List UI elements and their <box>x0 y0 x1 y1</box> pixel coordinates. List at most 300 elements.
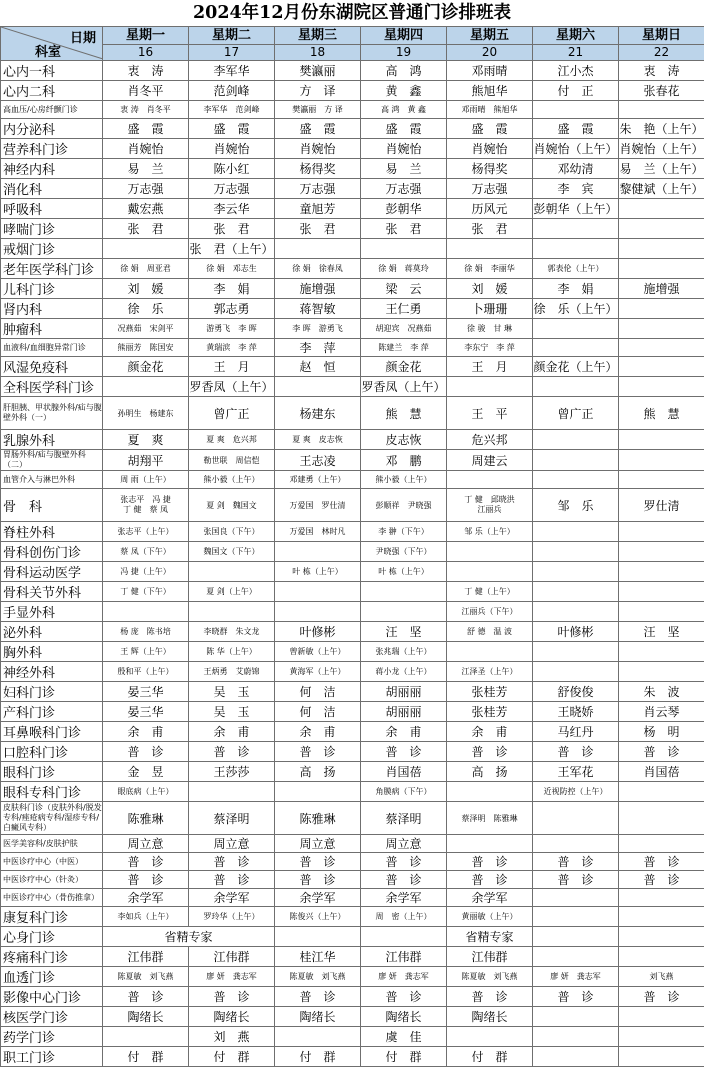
doctor-cell: 陶绪长 <box>275 1007 361 1027</box>
schedule-row <box>1 662 704 682</box>
doctor-cell <box>275 602 361 622</box>
doctor-cell: 朱 波 <box>619 682 704 702</box>
schedule-row <box>1 259 704 279</box>
doctor-cell: 江泽圣（上午） <box>447 662 533 682</box>
doctor-cell: 万志强 <box>189 179 275 199</box>
doctor-cell: 徐 娟 李丽华 <box>447 259 533 279</box>
roster-body <box>1 27 704 1067</box>
doctor-cell: 余学军 <box>275 889 361 907</box>
doctor-cell: 普 诊 <box>103 871 189 889</box>
schedule-row <box>1 762 704 782</box>
doctor-cell <box>619 450 704 471</box>
doctor-cell: 王仁勇 <box>361 299 447 319</box>
doctor-cell: 江伟群 <box>447 947 533 967</box>
schedule-row <box>1 119 704 139</box>
department-name: 皮肤科门诊（皮肤外科/脱发专科/痤疮病专科/湿疹专科/白癜风专科） <box>1 802 103 835</box>
doctor-cell: 省精专家 <box>103 927 275 947</box>
schedule-row <box>1 967 704 987</box>
doctor-cell: 邓雨晴 <box>447 61 533 81</box>
doctor-cell <box>103 602 189 622</box>
corner-date-label: 日期 <box>69 31 96 46</box>
doctor-cell: 陶绪长 <box>361 1007 447 1027</box>
doctor-cell <box>533 377 619 397</box>
doctor-cell: 肖婉怡（上午） <box>619 139 704 159</box>
doctor-cell <box>189 602 275 622</box>
department-name: 风湿免疫科 <box>1 357 103 377</box>
schedule-row <box>1 602 704 622</box>
doctor-cell: 盛 霞 <box>275 119 361 139</box>
doctor-cell: 角膜病（下午） <box>361 782 447 802</box>
department-name: 乳腺外科 <box>1 430 103 450</box>
department-name: 心内一科 <box>1 61 103 81</box>
doctor-cell: 舒俊俊 <box>533 682 619 702</box>
doctor-cell: 戴宏燕 <box>103 199 189 219</box>
doctor-cell <box>447 471 533 489</box>
department-name: 妇科门诊 <box>1 682 103 702</box>
department-name: 中医诊疗中心（中医） <box>1 853 103 871</box>
doctor-cell: 殷和平（上午） <box>103 662 189 682</box>
doctor-cell: 黄瑞滨 李 萍 <box>189 339 275 357</box>
schedule-row <box>1 219 704 239</box>
doctor-cell: 吴 玉 <box>189 702 275 722</box>
page-title: 2024年12月份东湖院区普通门诊排班表 <box>192 3 512 23</box>
doctor-cell <box>619 1047 704 1067</box>
doctor-cell: 肖婉怡 <box>189 139 275 159</box>
doctor-cell: 李军华 范剑峰 <box>189 101 275 119</box>
doctor-cell: 刘 媛 <box>103 279 189 299</box>
doctor-cell: 虞 佳 <box>361 1027 447 1047</box>
schedule-row <box>1 722 704 742</box>
doctor-cell: 陈夏敏 刘飞燕 <box>103 967 189 987</box>
doctor-cell: 周建云 <box>447 450 533 471</box>
doctor-cell <box>447 542 533 562</box>
doctor-cell: 勒世联 周信恺 <box>189 450 275 471</box>
doctor-cell: 邹 乐（上午） <box>447 522 533 542</box>
doctor-cell <box>619 947 704 967</box>
doctor-cell <box>533 101 619 119</box>
doctor-cell <box>619 1007 704 1027</box>
doctor-cell: 高 扬 <box>275 762 361 782</box>
doctor-cell <box>275 239 361 259</box>
doctor-cell <box>361 927 447 947</box>
doctor-cell: 张桂芳 <box>447 702 533 722</box>
doctor-cell <box>619 582 704 602</box>
doctor-cell: 李 翀（下午） <box>361 522 447 542</box>
doctor-cell <box>619 319 704 339</box>
department-name: 神经外科 <box>1 662 103 682</box>
doctor-cell <box>533 239 619 259</box>
doctor-cell <box>619 927 704 947</box>
doctor-cell: 李晓群 朱文龙 <box>189 622 275 642</box>
doctor-cell <box>275 782 361 802</box>
doctor-cell: 徐 乐（上午） <box>533 299 619 319</box>
doctor-cell: 彭朝华 <box>361 199 447 219</box>
doctor-cell: 江丽兵（下午） <box>447 602 533 622</box>
doctor-cell: 周立意 <box>103 835 189 853</box>
roster-table <box>0 26 704 1067</box>
doctor-cell: 万爱国 罗仕清 <box>275 489 361 522</box>
doctor-cell: 周立意 <box>361 835 447 853</box>
doctor-cell: 普 诊 <box>533 742 619 762</box>
doctor-cell: 余 甫 <box>447 722 533 742</box>
doctor-cell <box>533 642 619 662</box>
schedule-row <box>1 782 704 802</box>
department-name: 神经内科 <box>1 159 103 179</box>
doctor-cell: 刘飞燕 <box>619 967 704 987</box>
schedule-row <box>1 139 704 159</box>
doctor-cell <box>619 1027 704 1047</box>
doctor-cell: 廖 妍 龚志军 <box>189 967 275 987</box>
doctor-cell: 丁 健（下午） <box>103 582 189 602</box>
doctor-cell: 叶修彬 <box>533 622 619 642</box>
doctor-cell: 李 萍 <box>275 339 361 357</box>
schedule-row <box>1 299 704 319</box>
doctor-cell: 张志平 冯 捷 丁 健 蔡 凤 <box>103 489 189 522</box>
department-name: 胃肠外科/疝与腹壁外科（二） <box>1 450 103 471</box>
doctor-cell: 李 宾 <box>533 179 619 199</box>
doctor-cell: 王军花 <box>533 762 619 782</box>
department-name: 疼痛科门诊 <box>1 947 103 967</box>
doctor-cell: 曾新敏（上午） <box>275 642 361 662</box>
doctor-cell: 徐 娟 邓志生 <box>189 259 275 279</box>
doctor-cell <box>361 239 447 259</box>
doctor-cell: 李如兵（上午） <box>103 907 189 927</box>
schedule-row <box>1 377 704 397</box>
doctor-cell: 历风元 <box>447 199 533 219</box>
department-name: 职工门诊 <box>1 1047 103 1067</box>
department-name: 营养科门诊 <box>1 139 103 159</box>
doctor-cell: 黎健斌（上午） <box>619 179 704 199</box>
header-date: 17 <box>189 45 275 61</box>
doctor-cell: 普 诊 <box>447 742 533 762</box>
doctor-cell: 熊旭华 <box>447 81 533 101</box>
doctor-cell: 张 君 <box>361 219 447 239</box>
doctor-cell: 郭志勇 <box>189 299 275 319</box>
header-date: 19 <box>361 45 447 61</box>
header-day: 星期一 <box>103 27 189 45</box>
doctor-cell: 张 君 <box>275 219 361 239</box>
doctor-cell: 颜金花 <box>361 357 447 377</box>
doctor-cell: 胡丽丽 <box>361 682 447 702</box>
doctor-cell: 张 君 <box>103 219 189 239</box>
schedule-row <box>1 279 704 299</box>
doctor-cell <box>533 219 619 239</box>
doctor-cell: 彭顺祥 尹晓强 <box>361 489 447 522</box>
schedule-row <box>1 542 704 562</box>
doctor-cell: 易 兰（上午） <box>619 159 704 179</box>
doctor-cell: 易 兰 <box>361 159 447 179</box>
doctor-cell: 陶绪长 <box>447 1007 533 1027</box>
doctor-cell: 江伟群 <box>361 947 447 967</box>
schedule-row <box>1 682 704 702</box>
doctor-cell: 邓 鹏 <box>361 450 447 471</box>
doctor-cell: 普 诊 <box>447 871 533 889</box>
doctor-cell: 施增强 <box>275 279 361 299</box>
header-day: 星期日 <box>619 27 704 45</box>
doctor-cell: 叶修彬 <box>275 622 361 642</box>
doctor-cell: 熊 慧 <box>619 397 704 430</box>
doctor-cell <box>275 377 361 397</box>
doctor-cell <box>533 835 619 853</box>
doctor-cell: 李东宁 李 萍 <box>447 339 533 357</box>
schedule-row <box>1 81 704 101</box>
doctor-cell: 夏 爽 <box>103 430 189 450</box>
doctor-cell: 盛 霞 <box>189 119 275 139</box>
doctor-cell: 付 群 <box>361 1047 447 1067</box>
doctor-cell: 杨得奖 <box>275 159 361 179</box>
doctor-cell: 肖冬平 <box>103 81 189 101</box>
department-name: 核医学门诊 <box>1 1007 103 1027</box>
doctor-cell: 付 群 <box>447 1047 533 1067</box>
doctor-cell <box>189 562 275 582</box>
department-name: 手显外科 <box>1 602 103 622</box>
doctor-cell <box>533 602 619 622</box>
doctor-cell <box>619 907 704 927</box>
doctor-cell <box>619 522 704 542</box>
doctor-cell: 罗香凤（上午） <box>189 377 275 397</box>
doctor-cell: 徐 娟 周亚君 <box>103 259 189 279</box>
doctor-cell: 邓建勇（上午） <box>275 471 361 489</box>
doctor-cell <box>619 357 704 377</box>
doctor-cell: 赵 恒 <box>275 357 361 377</box>
doctor-cell: 陈夏敏 刘飞燕 <box>275 967 361 987</box>
doctor-cell: 吴 玉 <box>189 682 275 702</box>
doctor-cell <box>619 339 704 357</box>
doctor-cell: 肖婉怡 <box>361 139 447 159</box>
doctor-cell <box>619 802 704 835</box>
department-name: 胸外科 <box>1 642 103 662</box>
doctor-cell: 蔡泽明 <box>361 802 447 835</box>
doctor-cell: 普 诊 <box>189 742 275 762</box>
corner-dept-label: 科室 <box>35 45 62 60</box>
department-name: 口腔科门诊 <box>1 742 103 762</box>
doctor-cell: 肖婉怡 <box>447 139 533 159</box>
doctor-cell <box>619 259 704 279</box>
doctor-cell <box>447 835 533 853</box>
doctor-cell: 黄丽敏（上午） <box>447 907 533 927</box>
doctor-cell: 肖国蓓 <box>619 762 704 782</box>
doctor-cell <box>619 299 704 319</box>
doctor-cell: 普 诊 <box>361 987 447 1007</box>
doctor-cell: 夏 爽 危兴邦 <box>189 430 275 450</box>
doctor-cell: 普 诊 <box>619 987 704 1007</box>
doctor-cell <box>533 339 619 357</box>
doctor-cell: 省精专家 <box>447 927 533 947</box>
department-name: 老年医学科门诊 <box>1 259 103 279</box>
schedule-row <box>1 159 704 179</box>
schedule-row <box>1 907 704 927</box>
doctor-cell: 肖国蓓 <box>361 762 447 782</box>
doctor-cell: 江小杰 <box>533 61 619 81</box>
doctor-cell: 普 诊 <box>533 871 619 889</box>
doctor-cell <box>619 562 704 582</box>
department-name: 心内二科 <box>1 81 103 101</box>
doctor-cell: 衷 涛 <box>619 61 704 81</box>
department-name: 脊柱外科 <box>1 522 103 542</box>
schedule-row <box>1 199 704 219</box>
doctor-cell: 肖婉怡 <box>103 139 189 159</box>
doctor-cell: 夏 剑 魏国文 <box>189 489 275 522</box>
doctor-cell: 普 诊 <box>619 871 704 889</box>
header-day: 星期六 <box>533 27 619 45</box>
doctor-cell: 余学军 <box>103 889 189 907</box>
doctor-cell: 普 诊 <box>361 871 447 889</box>
doctor-cell: 普 诊 <box>619 853 704 871</box>
doctor-cell: 廖 妍 龚志军 <box>361 967 447 987</box>
doctor-cell <box>533 522 619 542</box>
doctor-cell: 李 晖 游勇飞 <box>275 319 361 339</box>
doctor-cell: 蔡泽明 陈雅琳 <box>447 802 533 835</box>
doctor-cell: 普 诊 <box>275 853 361 871</box>
doctor-cell <box>533 1027 619 1047</box>
doctor-cell: 万志强 <box>361 179 447 199</box>
doctor-cell <box>533 947 619 967</box>
doctor-cell <box>103 1027 189 1047</box>
doctor-cell: 舒 德 温 波 <box>447 622 533 642</box>
doctor-cell: 杨 明 <box>619 722 704 742</box>
department-name: 哮喘门诊 <box>1 219 103 239</box>
doctor-cell: 胡迎宾 况燕茹 <box>361 319 447 339</box>
doctor-cell <box>533 889 619 907</box>
header-day: 星期五 <box>447 27 533 45</box>
doctor-cell: 高 鸿 黄 鑫 <box>361 101 447 119</box>
doctor-cell: 付 群 <box>189 1047 275 1067</box>
doctor-cell: 彭朝华（上午） <box>533 199 619 219</box>
department-name: 肝胆胰、甲状腺外科/疝与腹壁外科（一） <box>1 397 103 430</box>
doctor-cell: 蔡 凤（下午） <box>103 542 189 562</box>
department-name: 骨科关节外科 <box>1 582 103 602</box>
doctor-cell: 晏三华 <box>103 682 189 702</box>
department-name: 血透门诊 <box>1 967 103 987</box>
doctor-cell: 夏 爽 皮志恢 <box>275 430 361 450</box>
doctor-cell: 普 诊 <box>103 987 189 1007</box>
doctor-cell: 余学军 <box>447 889 533 907</box>
doctor-cell: 高 鸿 <box>361 61 447 81</box>
doctor-cell: 徐 骏 甘 琳 <box>447 319 533 339</box>
doctor-cell <box>103 239 189 259</box>
schedule-row <box>1 339 704 357</box>
doctor-cell: 付 正 <box>533 81 619 101</box>
schedule-row <box>1 742 704 762</box>
department-name: 产科门诊 <box>1 702 103 722</box>
header-row-days <box>1 27 704 45</box>
department-name: 骨 科 <box>1 489 103 522</box>
header-date: 18 <box>275 45 361 61</box>
doctor-cell: 普 诊 <box>189 871 275 889</box>
doctor-cell: 罗香凤（上午） <box>361 377 447 397</box>
doctor-cell: 曾广正 <box>533 397 619 430</box>
doctor-cell: 游勇飞 李 晖 <box>189 319 275 339</box>
doctor-cell: 李 娟 <box>533 279 619 299</box>
doctor-cell <box>447 562 533 582</box>
doctor-cell: 周 雨（上午） <box>103 471 189 489</box>
doctor-cell: 金 昱 <box>103 762 189 782</box>
doctor-cell: 颜金花 <box>103 357 189 377</box>
doctor-cell: 普 诊 <box>103 853 189 871</box>
header-date: 21 <box>533 45 619 61</box>
doctor-cell: 江伟群 <box>189 947 275 967</box>
schedule-row <box>1 582 704 602</box>
doctor-cell <box>533 1007 619 1027</box>
doctor-cell: 颜金花（上午） <box>533 357 619 377</box>
doctor-cell: 邓幼清 <box>533 159 619 179</box>
doctor-cell: 余 甫 <box>275 722 361 742</box>
doctor-cell: 邹 乐 <box>533 489 619 522</box>
doctor-cell: 方 译 <box>275 81 361 101</box>
doctor-cell: 刘 燕 <box>189 1027 275 1047</box>
doctor-cell: 陈夏敏 刘飞燕 <box>447 967 533 987</box>
doctor-cell <box>533 562 619 582</box>
doctor-cell: 张 君（上午） <box>189 239 275 259</box>
doctor-cell: 汪 坚 <box>619 622 704 642</box>
doctor-cell <box>619 239 704 259</box>
schedule-row <box>1 319 704 339</box>
department-name: 药学门诊 <box>1 1027 103 1047</box>
doctor-cell: 李云华 <box>189 199 275 219</box>
schedule-row <box>1 450 704 471</box>
doctor-cell: 罗玲华（上午） <box>189 907 275 927</box>
department-name: 耳鼻喉科门诊 <box>1 722 103 742</box>
doctor-cell <box>619 101 704 119</box>
department-name: 康复科门诊 <box>1 907 103 927</box>
doctor-cell: 余 甫 <box>361 722 447 742</box>
doctor-cell: 况燕茹 宋剑平 <box>103 319 189 339</box>
header-day: 星期四 <box>361 27 447 45</box>
department-name: 戒烟门诊 <box>1 239 103 259</box>
header-date: 16 <box>103 45 189 61</box>
header-row-dates <box>1 45 704 61</box>
doctor-cell: 张国良（下午） <box>189 522 275 542</box>
doctor-cell: 何 洁 <box>275 682 361 702</box>
schedule-row <box>1 1027 704 1047</box>
department-name: 呼吸科 <box>1 199 103 219</box>
doctor-cell <box>533 582 619 602</box>
doctor-cell <box>447 377 533 397</box>
doctor-cell: 张兆瑞（上午） <box>361 642 447 662</box>
header-day: 星期二 <box>189 27 275 45</box>
schedule-row <box>1 489 704 522</box>
department-name: 影像中心门诊 <box>1 987 103 1007</box>
doctor-cell: 陈 华（上午） <box>189 642 275 662</box>
schedule-row <box>1 835 704 853</box>
doctor-cell: 余学军 <box>189 889 275 907</box>
doctor-cell: 陈俊兴（上午） <box>275 907 361 927</box>
doctor-cell: 危兴邦 <box>447 430 533 450</box>
doctor-cell: 衷 涛 肖冬平 <box>103 101 189 119</box>
doctor-cell: 晏三华 <box>103 702 189 722</box>
doctor-cell: 王 辉（上午） <box>103 642 189 662</box>
schedule-row <box>1 947 704 967</box>
doctor-cell: 王 月 <box>447 357 533 377</box>
doctor-cell: 杨建东 <box>275 397 361 430</box>
doctor-cell: 皮志恢 <box>361 430 447 450</box>
doctor-cell: 王炳勇 艾蔚锦 <box>189 662 275 682</box>
doctor-cell: 邓雨晴 熊旭华 <box>447 101 533 119</box>
schedule-row <box>1 642 704 662</box>
doctor-cell: 张春花 <box>619 81 704 101</box>
doctor-cell <box>533 927 619 947</box>
doctor-cell: 叶 栋（上午） <box>361 562 447 582</box>
doctor-cell: 孙明生 杨建东 <box>103 397 189 430</box>
doctor-cell: 李 娟 <box>189 279 275 299</box>
doctor-cell: 周立意 <box>275 835 361 853</box>
department-name: 肿瘤科 <box>1 319 103 339</box>
doctor-cell: 肖婉怡（上午） <box>533 139 619 159</box>
doctor-cell: 张 君 <box>447 219 533 239</box>
department-name: 血管介入与淋巴外科 <box>1 471 103 489</box>
doctor-cell: 陶绪长 <box>189 1007 275 1027</box>
doctor-cell: 范剑峰 <box>189 81 275 101</box>
